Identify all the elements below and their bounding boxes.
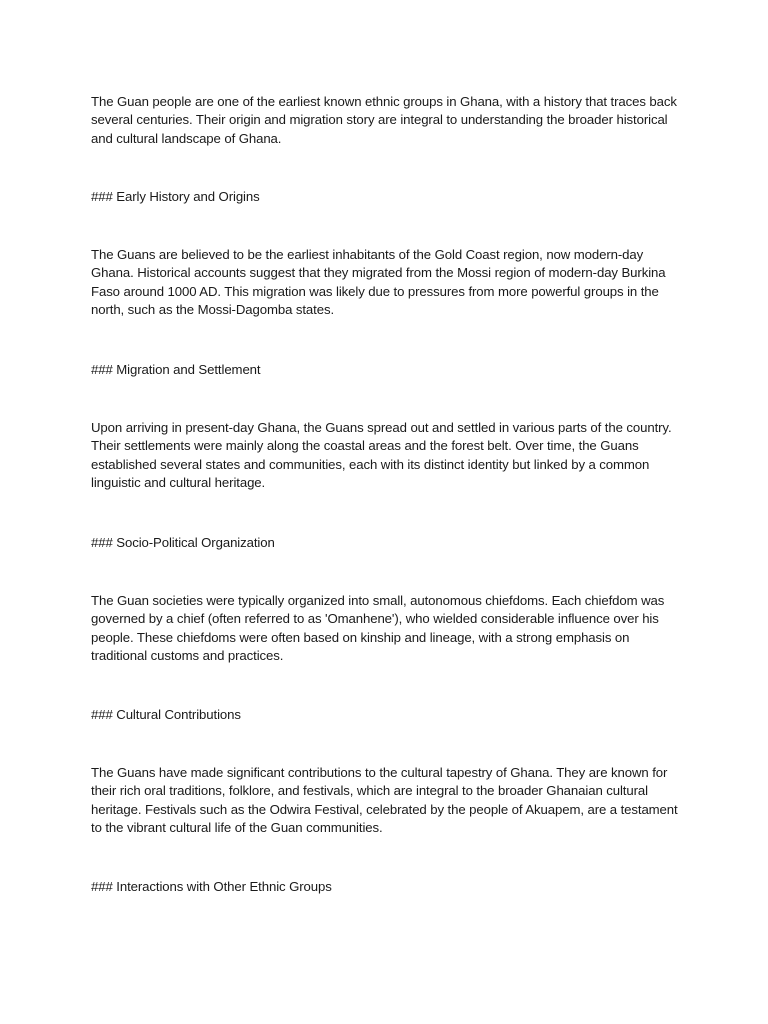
section-heading-interactions: ### Interactions with Other Ethnic Groups (91, 879, 332, 894)
cultural-paragraph: The Guans have made significant contributions to the cultural tapestry of Ghana. They are known for their rich oral traditions, folklore, and festivals, which are integral to the broader Ghanaian cultural heritage. Festivals such as the Odwira Festival, celebrated by the people of Akuapem, are a testament to the vibrant cultural life of the Guan communities. (91, 765, 678, 835)
section-heading-cultural: ### Cultural Contributions (91, 707, 241, 722)
migration-paragraph: Upon arriving in present-day Ghana, the Guans spread out and settled in various parts of the country. Their settlements were mainly along the coastal areas and the forest belt. Over time, the Guans established several states and communities, each with its distinct identity but linked by a common linguistic and cultural heritage. (91, 420, 672, 490)
section-heading-socio-political: ### Socio-Political Organization (91, 535, 275, 550)
section-heading-early-history: ### Early History and Origins (91, 189, 260, 204)
early-history-paragraph: The Guans are believed to be the earliest inhabitants of the Gold Coast region, now modern-day Ghana. Historical accounts suggest that they migrated from the Mossi region of modern-day Burkina Faso around 1000 AD. This migration was likely due to pressures from more powerful groups in the north, such as the Mossi-Dagomba states. (91, 247, 666, 317)
socio-political-paragraph: The Guan societies were typically organized into small, autonomous chiefdoms. Each chiefdom was governed by a chief (often referred to as 'Omanhene'), who wielded considerable influence over his people. These chiefdoms were often based on kinship and lineage, with a strong emphasis on traditional customs and practices. (91, 593, 665, 663)
section-heading-migration: ### Migration and Settlement (91, 362, 261, 377)
intro-paragraph: The Guan people are one of the earliest known ethnic groups in Ghana, with a history that traces back several centuries. Their origin and migration story are integral to understanding the broader historical and cultural landscape of Ghana. (91, 94, 677, 146)
